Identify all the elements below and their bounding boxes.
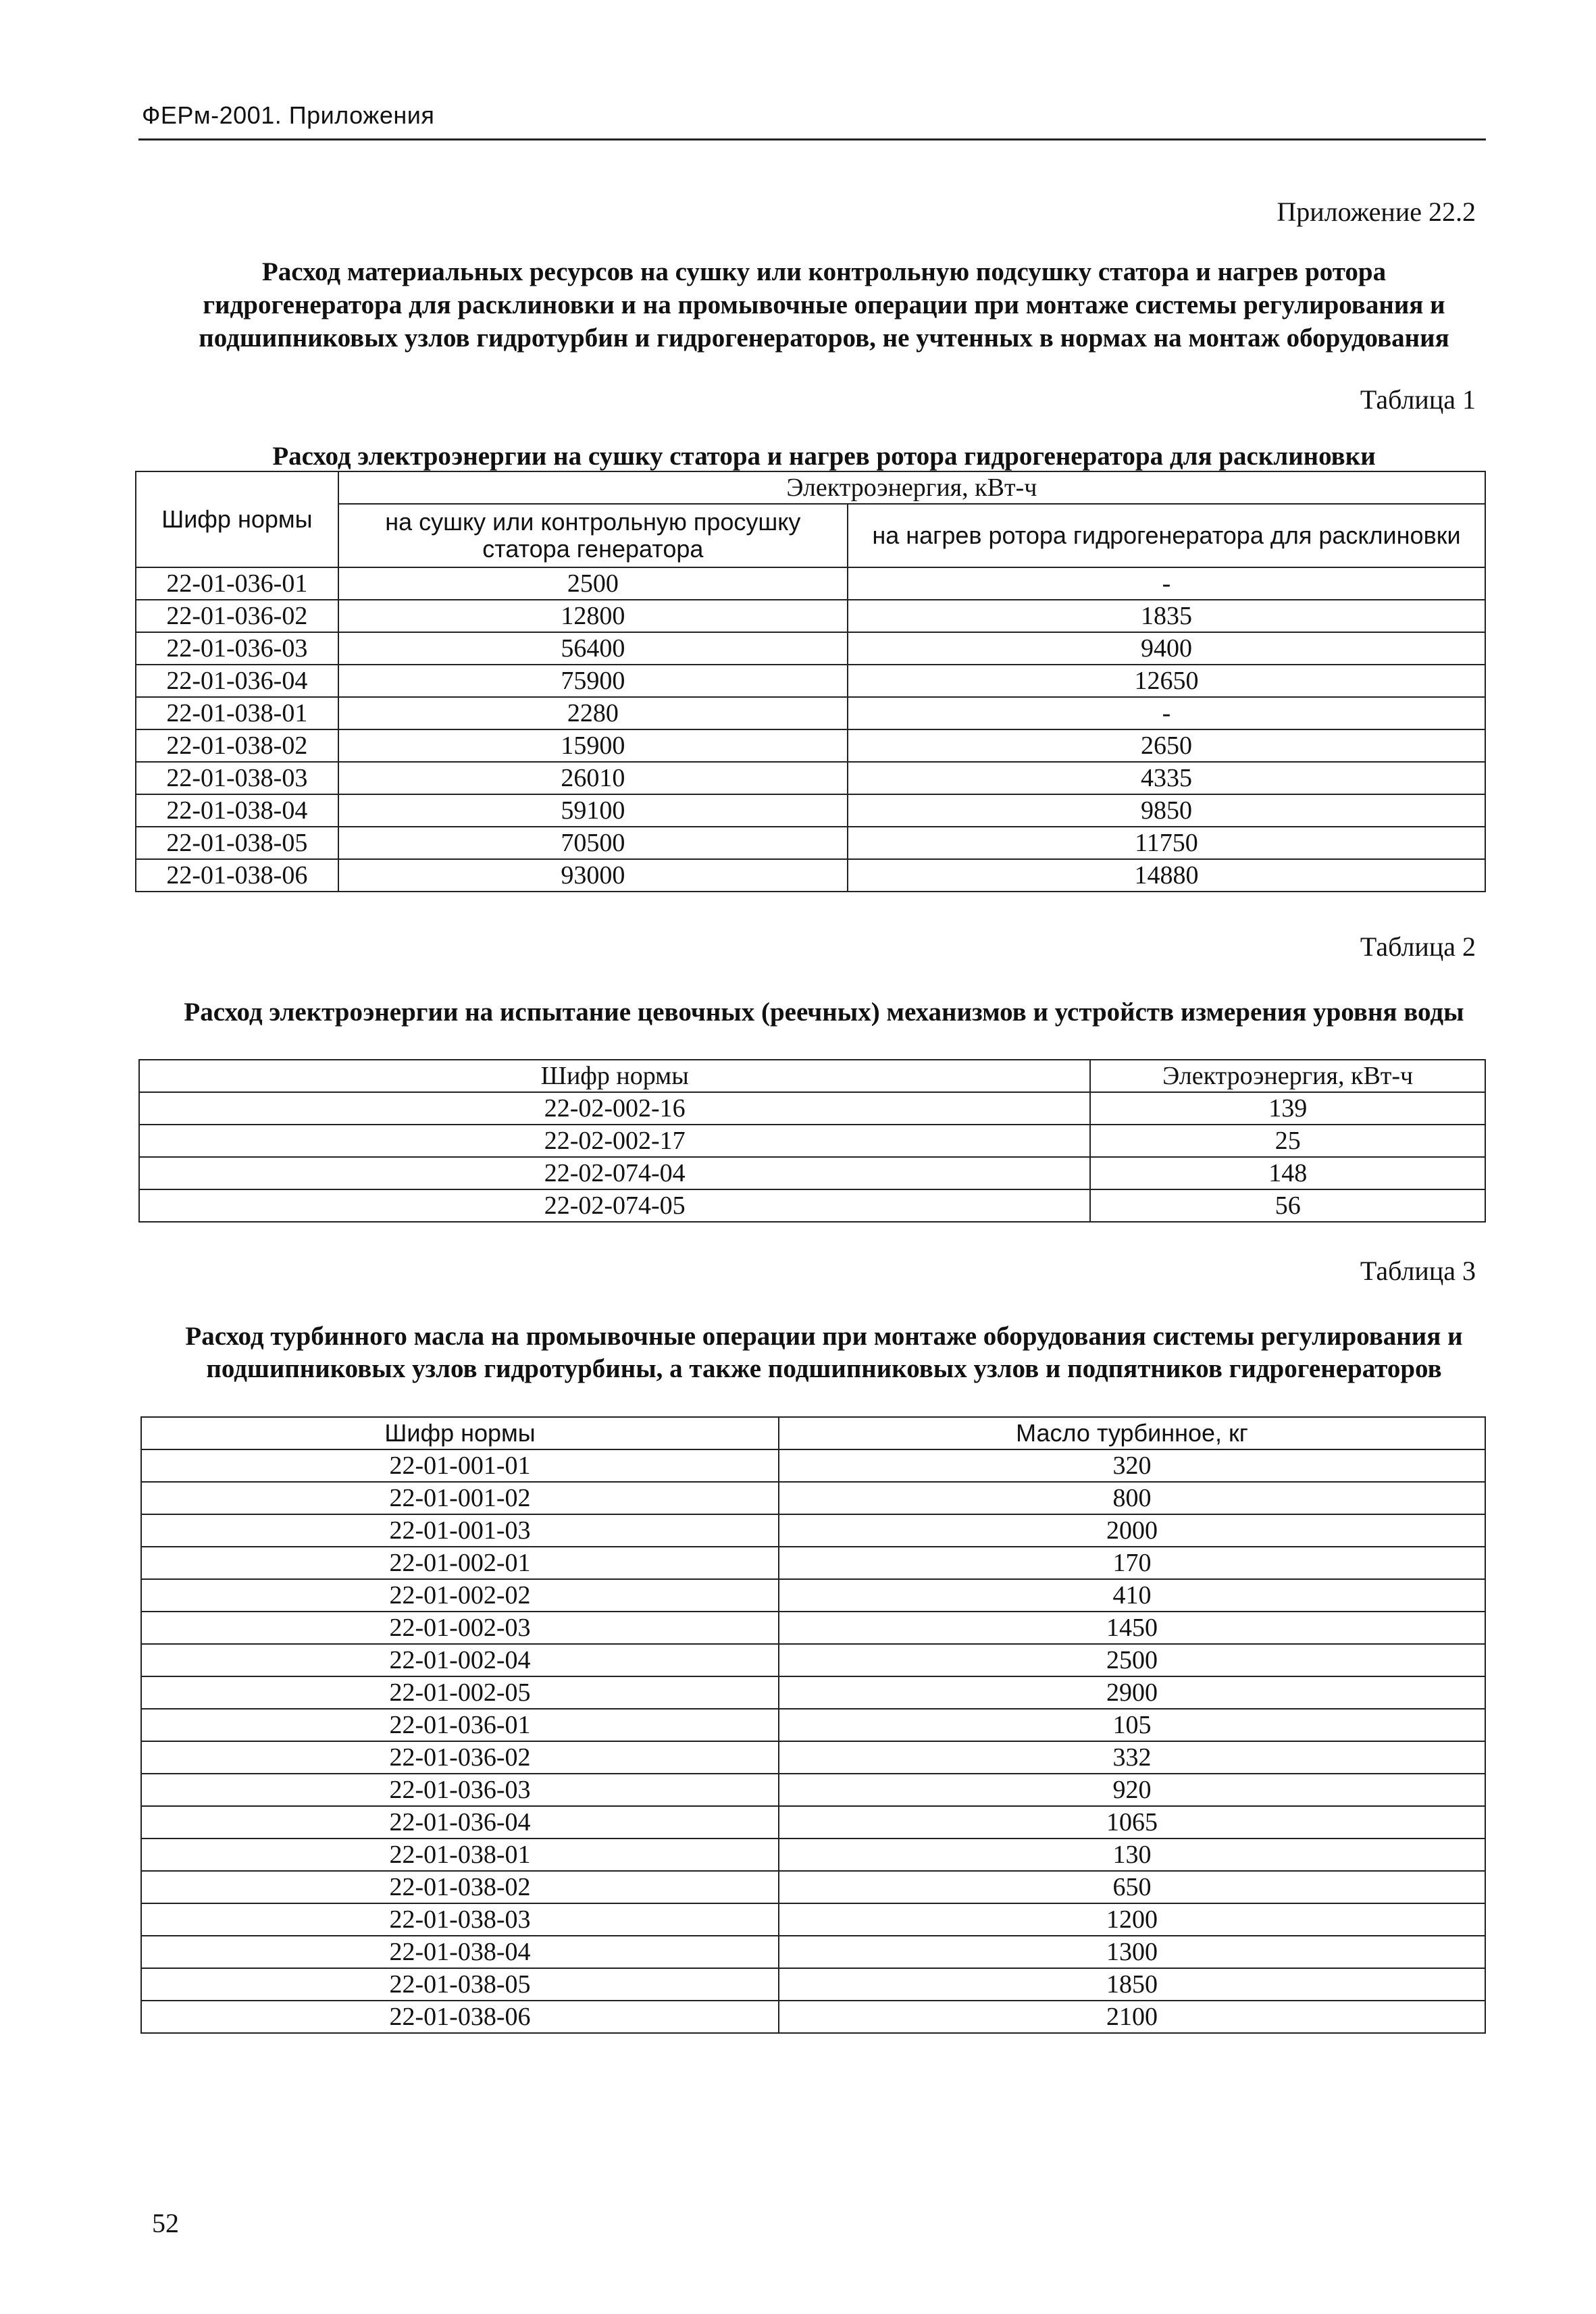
cell-code: 22-01-036-03 [141,1774,779,1806]
table-row [136,859,1485,892]
table2-title: Расход электроэнергии на испытание цевочных (реечных) механизмов и устройств измерения уровня воды [184,998,1464,1027]
cell-code: 22-01-036-04 [141,1806,779,1839]
cell-code: 22-02-002-16 [139,1092,1090,1125]
table-row [136,827,1485,859]
cell-b: 4335 [848,762,1485,794]
table-row [139,1092,1485,1125]
cell-value: 650 [779,1871,1485,1903]
table-row [136,632,1485,665]
table-row [141,2001,1485,2033]
header-divider [138,138,1486,140]
cell-code: 22-01-036-02 [141,1741,779,1774]
table1-label: Таблица 1 [1360,384,1476,415]
cell-value: 25 [1090,1125,1485,1157]
cell-value: 1200 [779,1903,1485,1936]
table-row [136,762,1485,794]
table-row [141,1676,1485,1709]
cell-b: 9400 [848,632,1485,665]
cell-b: 2650 [848,729,1485,762]
table-row [141,1482,1485,1514]
cell-a: 75900 [338,665,848,697]
cell-code: 22-01-038-02 [136,729,338,762]
cell-value: 2000 [779,1514,1485,1547]
cell-b: - [848,697,1485,729]
cell-code: 22-01-038-04 [136,794,338,827]
cell-value: 105 [779,1709,1485,1741]
cell-code: 22-02-074-04 [139,1157,1090,1189]
table1-title: Расход электроэнергии на сушку статора и нагрев ротора гидрогенератора для расклиновки [272,442,1376,471]
cell-value: 920 [779,1774,1485,1806]
cell-code: 22-01-038-05 [141,1968,779,2001]
cell-value: 2500 [779,1644,1485,1676]
table1-col-a-header: на сушку или контрольную просушку статора генератора [338,504,848,567]
cell-a: 26010 [338,762,848,794]
table2 [138,1059,1486,1223]
table3-col-code-header: Шифр нормы [141,1417,779,1449]
cell-b: - [848,567,1485,600]
table-row [141,1968,1485,2001]
table1 [135,471,1486,892]
page-number: 52 [152,2208,179,2238]
cell-code: 22-01-038-02 [141,1871,779,1903]
cell-value: 800 [779,1482,1485,1514]
table-row [141,1612,1485,1644]
cell-code: 22-01-038-01 [141,1839,779,1871]
cell-b: 11750 [848,827,1485,859]
table-row [141,1741,1485,1774]
cell-a: 12800 [338,600,848,632]
table3-label: Таблица 3 [1360,1256,1476,1286]
running-head: ФЕРм-2001. Приложения [142,101,435,129]
cell-value: 56 [1090,1189,1485,1222]
table3-title: Расход турбинного масла на промывочные операции при монтаже оборудования системы регулирования и подшипниковых узлов гидротурбины, а также подшипниковых узлов и подпятников гидрогенераторов [185,1322,1463,1383]
cell-code: 22-01-002-03 [141,1612,779,1644]
cell-value: 130 [779,1839,1485,1871]
cell-value: 320 [779,1449,1485,1482]
table-row [141,1871,1485,1903]
cell-code: 22-01-038-03 [141,1903,779,1936]
table-row [136,729,1485,762]
table3-col-value-header: Масло турбинное, кг [779,1417,1485,1449]
table-row [141,1449,1485,1482]
cell-a: 59100 [338,794,848,827]
appendix-label: Приложение 22.2 [1277,197,1476,227]
table2-label: Таблица 2 [1360,931,1476,962]
table-row [141,1903,1485,1936]
table-row [141,1936,1485,1968]
cell-value: 2100 [779,2001,1485,2033]
cell-code: 22-01-038-06 [136,859,338,892]
table-row [141,1709,1485,1741]
cell-code: 22-01-036-03 [136,632,338,665]
cell-a: 56400 [338,632,848,665]
table-row [136,665,1485,697]
cell-value: 410 [779,1579,1485,1612]
table1-col-group-header: Электроэнергия, кВт-ч [338,471,1485,504]
table-row [139,1189,1485,1222]
cell-code: 22-01-001-01 [141,1449,779,1482]
cell-code: 22-02-074-05 [139,1189,1090,1222]
table-row [141,1547,1485,1579]
table-row [139,1157,1485,1189]
table-row [141,1579,1485,1612]
cell-code: 22-01-036-01 [136,567,338,600]
table-row [136,567,1485,600]
cell-code: 22-01-002-04 [141,1644,779,1676]
cell-b: 9850 [848,794,1485,827]
cell-code: 22-01-002-02 [141,1579,779,1612]
cell-code: 22-02-002-17 [139,1125,1090,1157]
main-title: Расход материальных ресурсов на сушку или контрольную подсушку статора и нагрев ротора гидрогенератора для расклиновки и на промывочные операции при монтаже системы регулирования и подшипниковых узлов гидротурбин и гидрогенераторов, не учтенных в нормах на монтаж оборудования [199,257,1449,353]
table-row [141,1644,1485,1676]
cell-code: 22-01-002-01 [141,1547,779,1579]
cell-code: 22-01-001-03 [141,1514,779,1547]
cell-a: 2280 [338,697,848,729]
cell-b: 12650 [848,665,1485,697]
table-row [141,1514,1485,1547]
cell-value: 1850 [779,1968,1485,2001]
table-row [136,697,1485,729]
cell-value: 332 [779,1741,1485,1774]
table2-col-value-header: Электроэнергия, кВт-ч [1090,1060,1485,1092]
cell-b: 14880 [848,859,1485,892]
cell-a: 2500 [338,567,848,600]
table1-col-b-header: на нагрев ротора гидрогенератора для расклиновки [848,504,1485,567]
cell-code: 22-01-036-01 [141,1709,779,1741]
table-row [139,1125,1485,1157]
table-row [141,1774,1485,1806]
cell-code: 22-01-038-03 [136,762,338,794]
cell-a: 93000 [338,859,848,892]
table-row [141,1806,1485,1839]
cell-value: 170 [779,1547,1485,1579]
table3 [140,1416,1486,2034]
table1-col-code-header: Шифр нормы [136,471,338,567]
cell-code: 22-01-038-01 [136,697,338,729]
cell-value: 148 [1090,1157,1485,1189]
cell-b: 1835 [848,600,1485,632]
cell-value: 139 [1090,1092,1485,1125]
cell-a: 70500 [338,827,848,859]
cell-value: 2900 [779,1676,1485,1709]
cell-code: 22-01-001-02 [141,1482,779,1514]
table-row [136,794,1485,827]
cell-code: 22-01-038-05 [136,827,338,859]
cell-code: 22-01-038-04 [141,1936,779,1968]
cell-code: 22-01-038-06 [141,2001,779,2033]
cell-code: 22-01-036-02 [136,600,338,632]
table-row [136,600,1485,632]
cell-value: 1065 [779,1806,1485,1839]
table2-col-code-header: Шифр нормы [139,1060,1090,1092]
cell-code: 22-01-002-05 [141,1676,779,1709]
cell-a: 15900 [338,729,848,762]
table-row [141,1839,1485,1871]
cell-value: 1450 [779,1612,1485,1644]
cell-code: 22-01-036-04 [136,665,338,697]
cell-value: 1300 [779,1936,1485,1968]
